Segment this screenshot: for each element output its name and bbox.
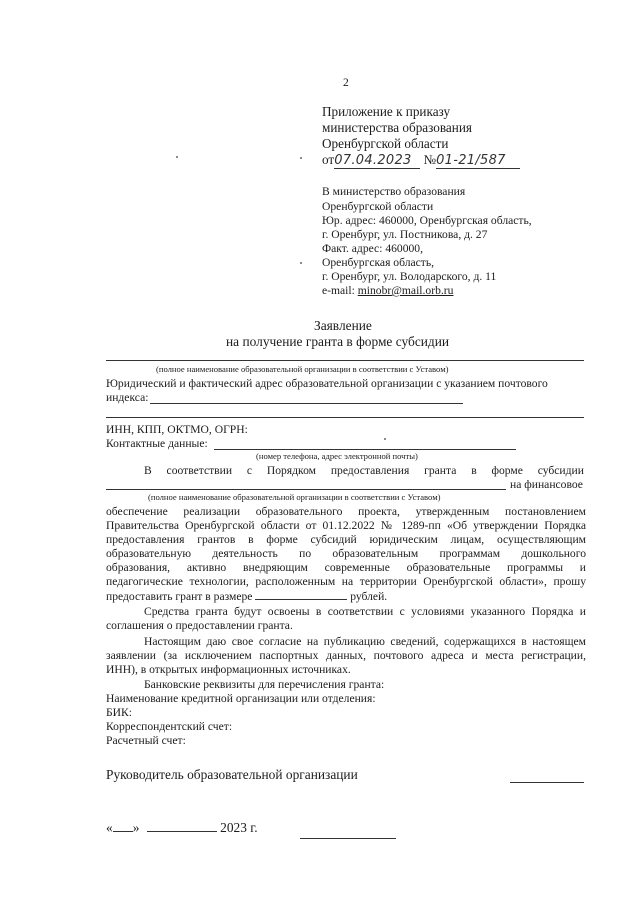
head-signature-label: Руководитель образовательной организации	[106, 767, 358, 782]
recipient-email-label: e-mail:	[322, 284, 355, 297]
caption-contacts: (номер телефона, адрес электронной почты)	[256, 451, 418, 461]
scan-speck	[300, 262, 302, 264]
caption-org-name-1: (полное наименование образовательной организации в соответствии с Уставом)	[156, 364, 449, 374]
recipient-line-2: Оренбургской области	[322, 200, 434, 213]
caption-org-name-2: (полное наименование образовательной организации в соответствии с Уставом)	[148, 492, 441, 502]
appendix-line-3: Оренбургской области	[322, 136, 449, 151]
p1-line-2: Правительства Оренбургской области от 01.12.2022 № 1289-пп «Об утверждении Порядка	[106, 519, 586, 532]
scan-speck	[176, 156, 178, 158]
address-label-line-2: индекса:	[106, 391, 149, 404]
appendix-date-prefix: от	[322, 152, 335, 167]
p1-tail: на финансовое	[510, 478, 583, 491]
recipient-line-3: Юр. адрес: 460000, Оренбургская область,	[322, 214, 532, 227]
signature-date-line	[106, 820, 258, 836]
scan-speck	[300, 157, 302, 159]
p1-last-suffix: рублей.	[350, 590, 388, 603]
appendix-number-value: 01-21/587	[436, 153, 520, 169]
date-open-quote: «	[106, 820, 113, 835]
org-name-rule-2	[106, 489, 506, 490]
p3-line-2: заявлении (за исключением паспортных данных, почтового адреса и места регистрации,	[106, 649, 586, 662]
p3-line-3: ИНН), в открытых информационных источниках.	[106, 663, 351, 676]
p1-word: В	[144, 464, 152, 477]
grant-amount-field	[255, 589, 347, 600]
scan-speck	[384, 438, 386, 440]
account-label: Расчетный счет:	[106, 734, 186, 747]
bank-name-label: Наименование кредитной организации или отделения:	[106, 692, 376, 705]
codes-label: ИНН, КПП, ОКТМО, ОГРН:	[106, 423, 248, 436]
p1-line-6: педагогические технологии, расположенным на территории Оренбургской области», прошу	[106, 575, 586, 588]
appendix-number-prefix: №	[423, 152, 437, 167]
paragraph-1-first-line	[144, 464, 584, 477]
recipient-email-line	[322, 284, 453, 297]
recipient-line-4: г. Оренбург, ул. Постникова, д. 27	[322, 228, 488, 241]
p2-line-1: Средства гранта будут освоены в соответствии с условиями указанного Порядка и	[144, 605, 586, 618]
p1-word: Порядком	[266, 464, 316, 477]
recipient-line-5: Факт. адрес: 460000,	[322, 242, 423, 255]
p1-word: форме	[491, 464, 523, 477]
contacts-label: Контактные данные:	[106, 437, 208, 450]
address-rule-1	[150, 403, 463, 404]
date-month-field	[147, 820, 217, 832]
appendix-date-line	[322, 152, 520, 169]
p1-line-4: образовательную деятельность по образовательным программам дошкольного	[106, 547, 586, 560]
bik-label: БИК:	[106, 706, 132, 719]
recipient-line-7: г. Оренбург, ул. Володарского, д. 11	[322, 270, 497, 283]
appendix-date-value: 07.04.2023	[334, 153, 420, 169]
date-year: 2023 г.	[220, 820, 258, 835]
date-close-quote: »	[132, 820, 140, 835]
p1-word: гранта	[424, 464, 457, 477]
recipient-line-1: В министерство образования	[322, 185, 466, 198]
address-rule-2	[106, 417, 584, 418]
document-title: Заявление	[314, 318, 372, 333]
p1-word: в	[471, 464, 477, 477]
contacts-rule	[214, 449, 516, 450]
p1-word: предоставления	[330, 464, 410, 477]
date-day-field	[113, 820, 133, 832]
p1-last-prefix: предоставить грант в размере	[106, 590, 253, 603]
appendix-line-2: министерства образования	[322, 120, 472, 135]
address-label-line-1: Юридический и фактический адрес образовательной организации с указанием почтового	[106, 377, 548, 390]
bank-heading: Банковские реквизиты для перечисления гранта:	[144, 678, 385, 691]
org-name-rule	[106, 360, 584, 361]
p1-line-1: обеспечение реализации образовательного проекта, утвержденным постановлением	[106, 505, 586, 518]
appendix-line-1: Приложение к приказу	[322, 104, 451, 119]
p2-line-2: соглашения о предоставлении гранта.	[106, 619, 293, 632]
p1-last-line	[106, 589, 387, 603]
recipient-email: minobr@mail.orb.ru	[357, 284, 454, 297]
p3-line-1: Настоящим даю свое согласие на публикацию сведений, содержащихся в настоящем	[144, 635, 586, 648]
p1-word: субсидии	[537, 464, 584, 477]
corr-account-label: Корреспондентский счет:	[106, 720, 233, 733]
recipient-line-6: Оренбургская область,	[322, 256, 435, 269]
p1-word: с	[246, 464, 253, 477]
p1-line-3: предоставления грантов в форме субсидий юридическим лицам, осуществляющим	[106, 533, 586, 546]
document-subtitle: на получение гранта в форме субсидии	[226, 334, 450, 349]
p1-line-5: образования, активно внедряющим современные образовательные программы и	[106, 561, 586, 574]
footer-rule	[300, 838, 396, 839]
signature-rule	[510, 782, 584, 783]
p1-word: соответствии	[166, 464, 233, 477]
page-number: 2	[343, 76, 349, 89]
